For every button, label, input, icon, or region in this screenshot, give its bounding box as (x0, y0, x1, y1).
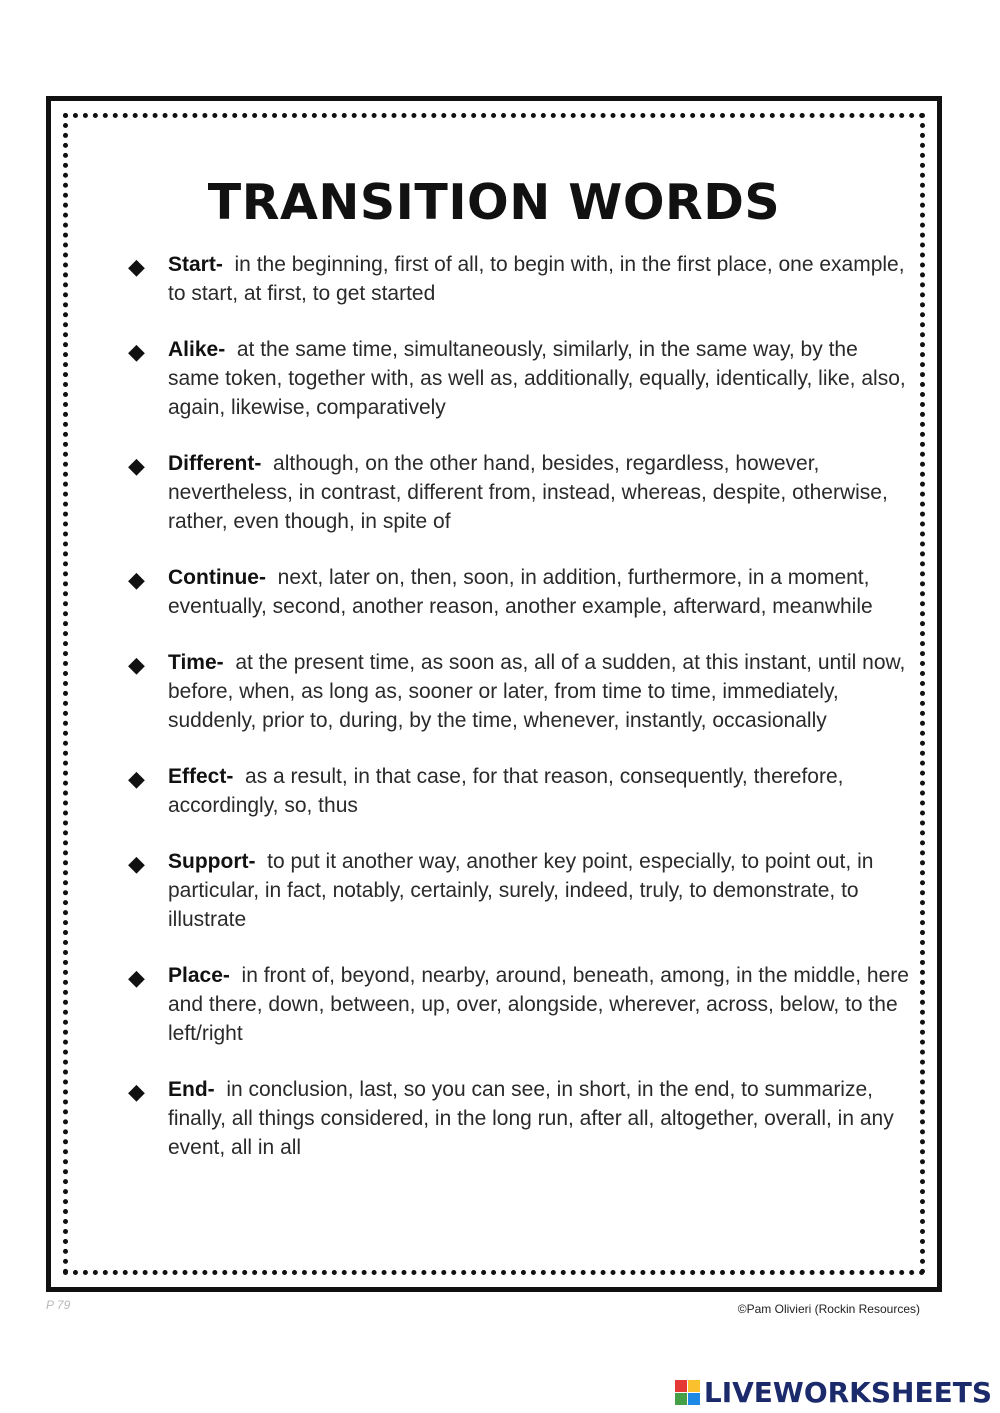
logo-square-green (675, 1393, 687, 1405)
list-item-support (124, 847, 914, 934)
term-definition: although, on the other hand, besides, regardless, however, nevertheless, in contrast, different from, instead, whereas, despite, otherwise, rather, even though, in spite of (168, 452, 888, 533)
term-definition: next, later on, then, soon, in addition, furthermore, in a moment, eventually, second, another reason, another example, afterward, meanwhile (168, 566, 873, 618)
term-label: Alike- (168, 338, 226, 361)
diamond-bullet-icon: ◆ (128, 965, 145, 990)
term-label: Different- (168, 452, 262, 475)
list-item-alike (124, 335, 914, 422)
outer-border (46, 96, 942, 1292)
term-definition: at the same time, simultaneously, similarly, in the same way, by the same token, together with, as well as, additionally, equally, identically, like, also, again, likewise, comparatively (168, 338, 906, 419)
logo-square-red (675, 1380, 687, 1392)
term-label: Support- (168, 850, 256, 873)
logo-square-blue (688, 1393, 700, 1405)
diamond-bullet-icon: ◆ (128, 339, 145, 364)
list-item-continue (124, 563, 914, 621)
diamond-bullet-icon: ◆ (128, 851, 145, 876)
list-item-end (124, 1075, 914, 1162)
diamond-bullet-icon: ◆ (128, 766, 145, 791)
page-title: TRANSITION WORDS (207, 174, 781, 231)
term-label: Start- (168, 253, 223, 276)
term-label: Time- (168, 651, 224, 674)
diamond-bullet-icon: ◆ (128, 567, 145, 592)
term-definition: in conclusion, last, so you can see, in short, in the end, to summarize, finally, all things considered, in the long run, after all, altogether, overall, in any event, all in all (168, 1078, 894, 1159)
term-definition: as a result, in that case, for that reason, consequently, therefore, accordingly, so, thus (168, 765, 844, 817)
transition-word-list (124, 250, 914, 1189)
brand-name: LIVEWORKSHEETS (703, 1376, 992, 1409)
list-item-time (124, 648, 914, 735)
copyright-notice: ©Pam Olivieri (Rockin Resources) (737, 1302, 920, 1316)
logo-square-yellow (688, 1380, 700, 1392)
term-label: Place- (168, 964, 230, 987)
liveworksheets-brand[interactable] (675, 1376, 992, 1409)
term-definition: at the present time, as soon as, all of a sudden, at this instant, until now, before, when, as long as, sooner or later, from time to time, immediately, suddenly, prior to, during, by the time, whenever, instantly, occasionally (168, 651, 906, 732)
term-definition: in front of, beyond, nearby, around, beneath, among, in the middle, here and there, down, between, up, over, alongside, wherever, across, below, to the left/right (168, 964, 909, 1045)
term-label: Continue- (168, 566, 266, 589)
term-definition: to put it another way, another key point, especially, to point out, in particular, in fact, notably, certainly, surely, indeed, truly, to demonstrate, to illustrate (168, 850, 874, 931)
term-label: End- (168, 1078, 215, 1101)
term-definition: in the beginning, first of all, to begin with, in the first place, one example, to start, at first, to get started (168, 253, 905, 305)
term-label: Effect- (168, 765, 234, 788)
diamond-bullet-icon: ◆ (128, 254, 145, 279)
list-item-start (124, 250, 914, 308)
page-number: P 79 (46, 1298, 71, 1312)
liveworksheets-logo-icon (675, 1380, 700, 1405)
diamond-bullet-icon: ◆ (128, 453, 145, 478)
list-item-different (124, 449, 914, 536)
diamond-bullet-icon: ◆ (128, 1079, 145, 1104)
list-item-place (124, 961, 914, 1048)
diamond-bullet-icon: ◆ (128, 652, 145, 677)
dotted-border (63, 113, 925, 1275)
list-item-effect (124, 762, 914, 820)
